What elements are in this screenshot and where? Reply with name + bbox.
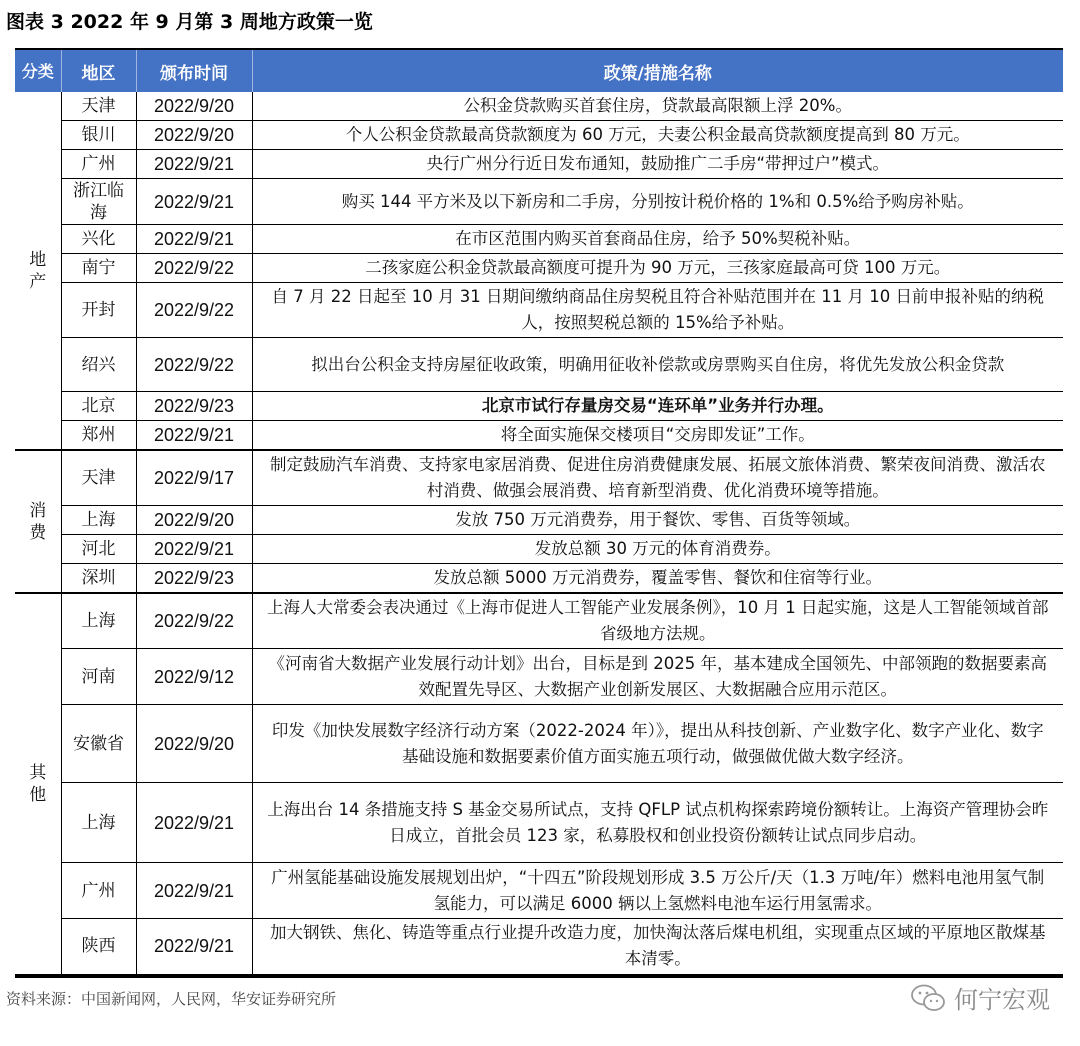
region-cell: 安徽省 (61, 705, 136, 783)
region-cell: 上海 (61, 783, 136, 863)
date-cell: 2022/9/21 (136, 225, 252, 254)
date-cell: 2022/9/23 (136, 564, 252, 594)
region-cell: 上海 (61, 506, 136, 535)
date-cell: 2022/9/12 (136, 649, 252, 705)
table-row (15, 863, 1063, 919)
region-cell: 广州 (61, 863, 136, 919)
date-cell: 2022/9/20 (136, 92, 252, 121)
policy-cell: 将全面实施保交楼项目“交房即发证”工作。 (252, 421, 1063, 451)
table-row (15, 92, 1063, 121)
table-row (15, 121, 1063, 150)
region-cell: 河南 (61, 649, 136, 705)
policy-cell: 发放总额 5000 万元消费券，覆盖零售、餐饮和住宿等行业。 (252, 564, 1063, 594)
region-cell: 上海 (61, 593, 136, 649)
region-cell: 绍兴 (61, 338, 136, 392)
date-cell: 2022/9/21 (136, 421, 252, 451)
category-cell: 其 他 (15, 593, 61, 975)
date-cell: 2022/9/21 (136, 150, 252, 179)
table-row (15, 150, 1063, 179)
region-cell: 银川 (61, 121, 136, 150)
policy-cell: 在市区范围内购买首套商品住房，给予 50%契税补贴。 (252, 225, 1063, 254)
watermark-text: 何宁宏观 (954, 986, 1050, 1014)
policy-cell: 发放 750 万元消费券，用于餐饮、零售、百货等领域。 (252, 506, 1063, 535)
region-cell: 郑州 (61, 421, 136, 451)
date-cell: 2022/9/21 (136, 863, 252, 919)
table-row (15, 919, 1063, 975)
wechat-icon (910, 983, 946, 1013)
date-cell: 2022/9/21 (136, 535, 252, 564)
table-header-row (15, 50, 1063, 92)
region-cell: 河北 (61, 535, 136, 564)
date-cell: 2022/9/22 (136, 593, 252, 649)
header-policy: 政策/措施名称 (252, 50, 1063, 92)
policy-cell: 二孩家庭公积金贷款最高额度可提升为 90 万元，三孩家庭最高可贷 100 万元。 (252, 254, 1063, 283)
date-cell: 2022/9/20 (136, 705, 252, 783)
header-region: 地区 (61, 50, 136, 92)
date-cell: 2022/9/21 (136, 919, 252, 975)
table-row (15, 338, 1063, 392)
date-cell: 2022/9/22 (136, 254, 252, 283)
policy-cell: 公积金贷款购买首套住房，贷款最高限额上浮 20%。 (252, 92, 1063, 121)
table-row (15, 593, 1063, 649)
category-cell: 地 产 (15, 92, 61, 450)
table-row (15, 421, 1063, 451)
header-category: 分类 (15, 50, 61, 92)
table-row (15, 506, 1063, 535)
region-cell: 陕西 (61, 919, 136, 975)
date-cell: 2022/9/20 (136, 506, 252, 535)
region-cell: 天津 (61, 92, 136, 121)
date-cell: 2022/9/22 (136, 338, 252, 392)
table-row (15, 254, 1063, 283)
policy-cell: 个人公积金贷款最高贷款额度为 60 万元，夫妻公积金最高贷款额度提高到 80 万元。 (252, 121, 1063, 150)
table-row (15, 225, 1063, 254)
region-cell: 北京 (61, 392, 136, 421)
category-cell: 消 费 (15, 450, 61, 593)
date-cell: 2022/9/17 (136, 450, 252, 506)
region-cell: 开封 (61, 283, 136, 338)
policy-cell: 拟出台公积金支持房屋征收政策，明确用征收补偿款或房票购买自住房，将优先发放公积金贷款 (252, 338, 1063, 392)
date-cell: 2022/9/21 (136, 179, 252, 225)
region-cell: 南宁 (61, 254, 136, 283)
policy-table-wrapper (15, 48, 1063, 978)
policy-cell: 上海人大常委会表决通过《上海市促进人工智能产业发展条例》，10 月 1 日起实施，这是人工智能领域首部省级地方法规。 (252, 593, 1063, 649)
table-row (15, 564, 1063, 594)
policy-cell: 自 7 月 22 日起至 10 月 31 日期间缴纳商品住房契税且符合补贴范围并在 11 月 10 日前申报补贴的纳税人，按照契税总额的 15%给予补贴。 (252, 283, 1063, 338)
policy-cell: 广州氢能基础设施发展规划出炉，“十四五”阶段规划形成 3.5 万公斤/天（1.3 万吨/年）燃料电池用氢气制氢能力，可以满足 6000 辆以上氢燃料电池车运行用氢需求。 (252, 863, 1063, 919)
policy-cell: 央行广州分行近日发布通知，鼓励推广二手房“带押过户”模式。 (252, 150, 1063, 179)
policy-cell: 购买 144 平方米及以下新房和二手房，分别按计税价格的 1%和 0.5%给予购房补贴。 (252, 179, 1063, 225)
table-row (15, 535, 1063, 564)
date-cell: 2022/9/23 (136, 392, 252, 421)
region-cell: 深圳 (61, 564, 136, 594)
table-row (15, 283, 1063, 338)
region-cell: 天津 (61, 450, 136, 506)
date-cell: 2022/9/22 (136, 283, 252, 338)
policy-table (15, 50, 1063, 976)
policy-cell: 上海出台 14 条措施支持 S 基金交易所试点，支持 QFLP 试点机构探索跨境份额转让。上海资产管理协会昨日成立，首批会员 123 家，私募股权和创业投资份额转让试点同步启动。 (252, 783, 1063, 863)
table-title: 图表 3 2022 年 9 月第 3 周地方政策一览 (6, 11, 373, 33)
policy-cell: 印发《加快发展数字经济行动方案（2022-2024 年）》，提出从科技创新、产业数字化、数字产业化、数字基础设施和数据要素价值方面实施五项行动，做强做优做大数字经济。 (252, 705, 1063, 783)
table-row (15, 392, 1063, 421)
table-row (15, 705, 1063, 783)
region-cell: 广州 (61, 150, 136, 179)
table-body (15, 92, 1063, 975)
date-cell: 2022/9/21 (136, 783, 252, 863)
policy-cell: 制定鼓励汽车消费、支持家电家居消费、促进住房消费健康发展、拓展文旅体消费、繁荣夜间消费、激活农村消费、做强会展消费、培育新型消费、优化消费环境等措施。 (252, 450, 1063, 506)
region-cell: 浙江临海 (61, 179, 136, 225)
header-date: 颁布时间 (136, 50, 252, 92)
source-note: 资料来源：中国新闻网，人民网，华安证券研究所 (6, 990, 337, 1008)
policy-cell: 加大钢铁、焦化、铸造等重点行业提升改造力度，加快淘汰落后煤电机组，实现重点区域的平原地区散煤基本清零。 (252, 919, 1063, 975)
policy-cell: 北京市试行存量房交易“连环单”业务并行办理。 (252, 392, 1063, 421)
region-cell: 兴化 (61, 225, 136, 254)
table-row (15, 179, 1063, 225)
watermark (910, 980, 1050, 1015)
table-row (15, 450, 1063, 506)
date-cell: 2022/9/20 (136, 121, 252, 150)
policy-cell: 《河南省大数据产业发展行动计划》出台，目标是到 2025 年，基本建成全国领先、中部领跑的数据要素高效配置先导区、大数据产业创新发展区、大数据融合应用示范区。 (252, 649, 1063, 705)
policy-cell: 发放总额 30 万元的体育消费券。 (252, 535, 1063, 564)
table-row (15, 649, 1063, 705)
table-row (15, 783, 1063, 863)
